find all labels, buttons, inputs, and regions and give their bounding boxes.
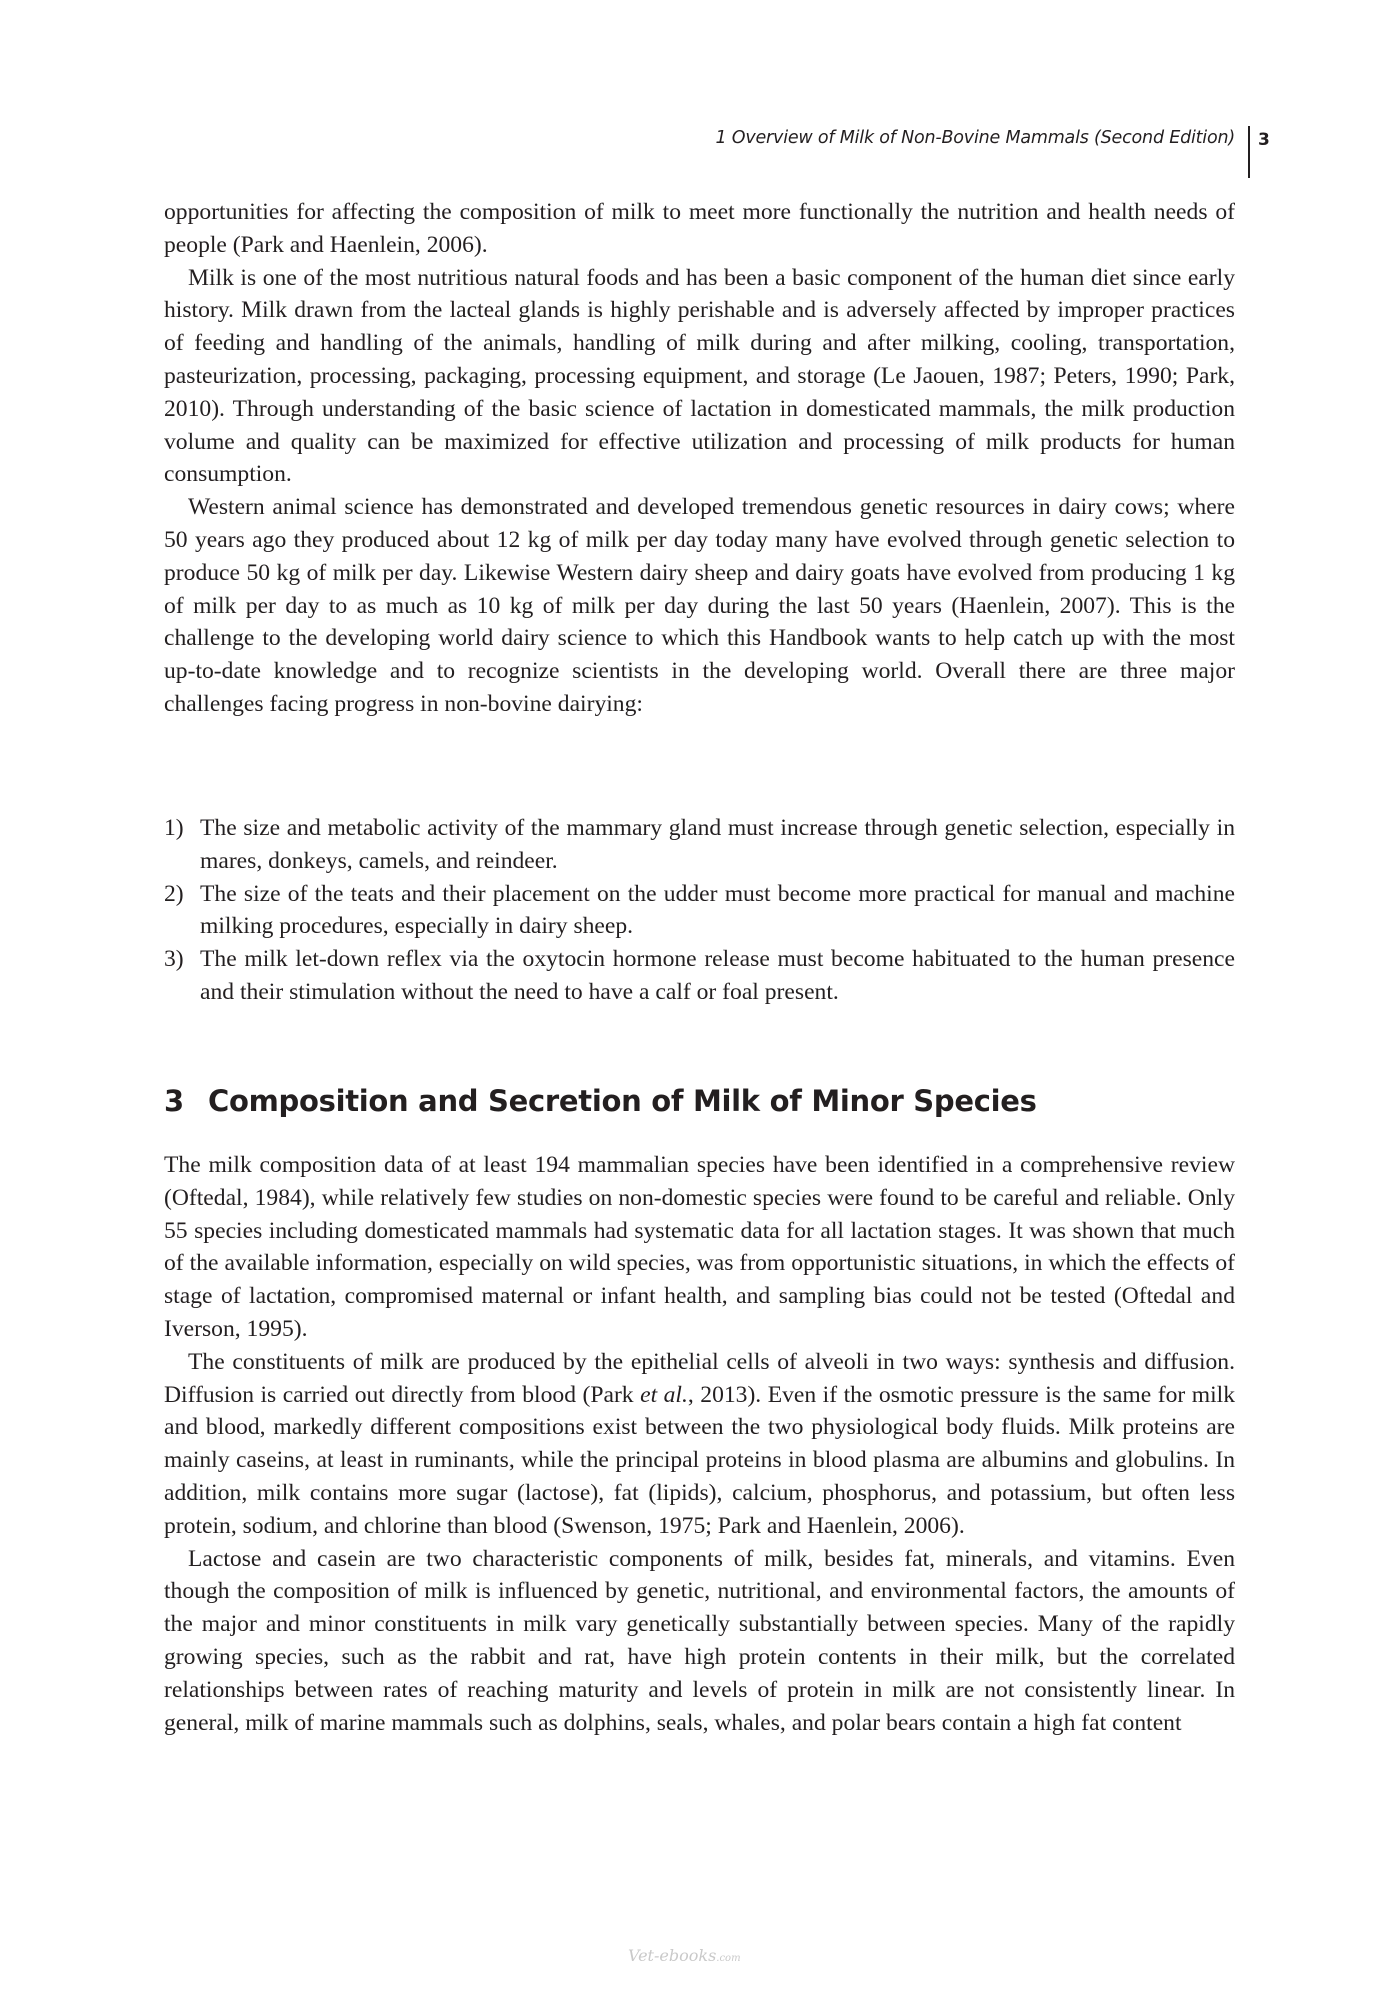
list-text: The milk let-down reflex via the oxytocin hormone release must become habituated to the human presence and their stimulation without the need to have a calf or foal present. [200,946,1235,1005]
running-head: 1 Overview of Milk of Non-Bovine Mammals (Second Edition) [715,128,1235,148]
list-item [164,943,1235,1009]
watermark-suffix: .com [716,1953,741,1964]
list-number: 2) [164,880,184,907]
list-item [164,878,1235,944]
watermark-text: Vet-ebooks [628,1946,717,1965]
citation-italic: et al. [640,1381,688,1408]
challenges-list [164,812,1235,1009]
paragraph-text: The constituents of milk are produced by the epithelial cells of alveoli in two ways: synthesis and diffusion. Diffusion is carried out directly from blood (Park [164,1348,1235,1408]
list-number: 3) [164,946,184,973]
list-number: 1) [164,815,184,841]
paragraph: The milk composition data of at least 194 mammalian species have been identified in a comprehensive review (Oftedal, 1984), while relatively few studies on non-domestic species were found to be careful and reliable. Only 55 species including domesticated mammals had systematic data for all lactation stages. It was shown that much of the available information, especially on wild species, was from opportunistic situations, in which the effects of stage of lactation, compromised maternal or infant health, and sampling bias could not be tested (Oftedal and Iverson, 1995). [164,1152,1235,1342]
page-number: 3 [1258,130,1270,150]
section-text [164,1149,1235,1739]
paragraph: Western animal science has demonstrated and developed tremendous genetic resources in dairy cows; where 50 years ago they produced about 12 kg of milk per day today many have evolved through genetic selection to produce 50 kg of milk per day. Likewise Western dairy sheep and dairy goats have evolved from producing 1 kg of milk per day to as much as 10 kg of milk per day during the last 50 years (Haenlein, 2007). This is the challenge to the developing world dairy science to which this Handbook wants to help catch up with the most up-to-date knowledge and to recognize scientists in the developing world. Overall there are three major challenges facing progress in non-bovine dairying: [164,494,1235,717]
paragraph-text: , 2013). Even if the osmotic pressure is the same for milk and blood, markedly different compositions exist between the two physiological body fluids. Milk proteins are mainly caseins, at least in ruminants, while the principal proteins in blood plasma are albumins and globulins. In addition, milk contains more sugar (lactose), fat (lipids), calcium, phosphorus, and potassium, but often less protein, sodium, and chlorine than blood (Swenson, 1975; Park and Haenlein, 2006). [164,1381,1235,1539]
paragraph [164,1346,1235,1543]
paragraph: opportunities for affecting the composition of milk to meet more functionally the nutrition and health needs of people (Park and Haenlein, 2006). [164,199,1235,258]
section-title: Composition and Secretion of Milk of Minor Species [208,1084,1037,1118]
watermark-logo [628,1946,741,1965]
list-text: The size and metabolic activity of the mammary gland must increase through genetic selection, especially in mares, donkeys, camels, and reindeer. [200,815,1235,874]
list-text: The size of the teats and their placement on the udder must become more practical for manual and machine milking procedures, especially in dairy sheep. [200,880,1235,940]
intro-text [164,196,1235,721]
paragraph: Lactose and casein are two characteristic components of milk, besides fat, minerals, and vitamins. Even though the composition of milk is influenced by genetic, nutritional, and environmental factors, the amounts of the major and minor constituents in milk vary genetically substantially between species. Many of the rapidly growing species, such as the rabbit and rat, have high protein contents in their milk, but the correlated relationships between rates of reaching maturity and levels of protein in milk are not consistently linear. In general, milk of marine mammals such as dolphins, seals, whales, and polar bears contain a high fat content [164,1545,1235,1736]
section-heading [164,1083,1037,1119]
section-number: 3 [164,1084,184,1118]
header-divider [1248,126,1250,178]
paragraph: Milk is one of the most nutritious natural foods and has been a basic component of the human diet since early history. Milk drawn from the lacteal glands is highly perishable and is adversely affected by improper practices of feeding and handling of the animals, handling of milk during and after milking, cooling, transportation, pasteurization, processing, packaging, processing equipment, and storage (Le Jaouen, 1987; Peters, 1990; Park, 2010). Through understanding of the basic science of lactation in domesticated mammals, the milk production volume and quality can be maximized for effective utilization and processing of milk products for human consumption. [164,264,1235,488]
list-item [164,812,1235,878]
